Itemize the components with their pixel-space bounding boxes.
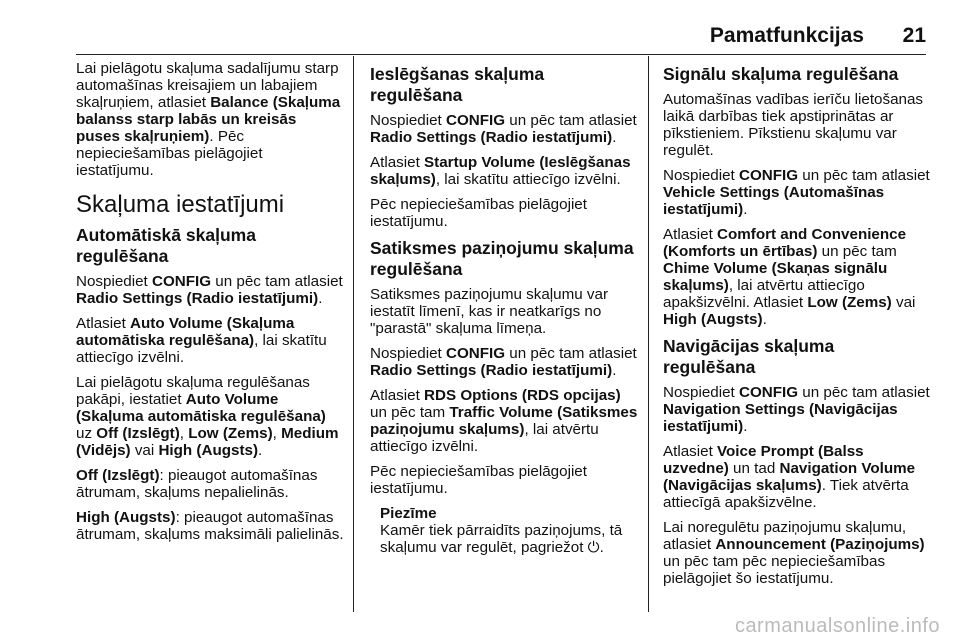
paragraph: Atlasiet Voice Prompt (Balss uzvedne) un tad Navigation Volume (Navigācijas skaļums). Tiek atvērta attiecīgā apakšizvēlne. [663,443,916,511]
subsection-heading: Signālu skaļuma regulēšana [663,64,899,84]
paragraph: Atlasiet RDS Options (RDS opcijas) un pēc tam Traffic Volume (Satiksmes paziņojumu skaļums), lai atvērtu attiecīgo izvēlni. [370,387,638,455]
column-divider [353,56,354,612]
paragraph: Nospiediet CONFIG un pēc tam atlasiet Radio Settings (Radio iestatījumi). [76,273,343,307]
paragraph: Off (Izslēgt): pieaugot automašīnas ātrumam, skaļums nepalielinās. [76,467,318,501]
paragraph: Nospiediet CONFIG un pēc tam atlasiet Navigation Settings (Navigācijas iestatījumi). [663,384,930,435]
paragraph: Nospiediet CONFIG un pēc tam atlasiet Vehicle Settings (Automašīnas iestatījumi). [663,167,930,218]
paragraph: Pēc nepieciešamības pielāgojiet iestatījumu. [370,463,587,497]
paragraph: Automašīnas vadības ierīču lietošanas laikā darbības tiek apstiprinātas ar pīkstieniem. Pīkstienu skaļumu var regulēt. [663,91,924,159]
paragraph: Lai pielāgotu skaļuma regulēšanas pakāpi, iestatiet Auto Volume (Skaļuma automātiska regulēšana) uz Off (Izslēgt), Low (Zems), Medium (Vidējs) vai High (Augsts). [76,374,339,459]
paragraph: Lai pielāgotu skaļuma sadalījumu starp automašīnas kreisajiem un labajiem skaļruņiem, atlasiet Balance (Skaļuma balanss starp labās un kreisās puses skaļruņiem). Pēc nepieciešamības pielāgojiet iestatījumu. [76,60,341,179]
header-rule [76,54,926,55]
paragraph: Atlasiet Auto Volume (Skaļuma automātiska regulēšana), lai skatītu attiecīgo izvēlni. [76,315,327,366]
column-2 [370,60,638,556]
paragraph: Atlasiet Startup Volume (Ieslēgšanas skaļums), lai skatītu attiecīgo izvēlni. [370,154,631,188]
paragraph: Lai noregulētu paziņojumu skaļumu, atlasiet Announcement (Paziņojums) un pēc tam pēc nepieciešamības pielāgojiet šo iestatījumu. [663,519,925,587]
subsection-heading: Automātiskā skaļuma regulēšana [76,225,256,266]
subsection-heading: Ieslēgšanas skaļuma regulēšana [370,64,545,105]
paragraph: Satiksmes paziņojumu skaļumu var iestatīt līmenī, kas ir neatkarīgs no "parastā" skaļuma līmeņa. [370,286,609,337]
note-text: Kamēr tiek pārraidīts paziņojums, tā skaļumu var regulēt, pagriežot ⏻. [380,522,623,556]
paragraph: Pēc nepieciešamības pielāgojiet iestatījumu. [370,196,587,230]
paragraph: Nospiediet CONFIG un pēc tam atlasiet Radio Settings (Radio iestatījumi). [370,112,637,146]
note-label: Piezīme [380,505,437,522]
paragraph: High (Augsts): pieaugot automašīnas ātrumam, skaļums maksimāli palielinās. [76,509,344,543]
watermark: carmanualsonline.info [734,615,940,637]
page-number: 21 [902,24,926,47]
subsection-heading: Satiksmes paziņojumu skaļuma regulēšana [370,238,634,279]
note-box [370,505,638,556]
column-3 [663,60,931,595]
section-heading: Skaļuma iestatījumi [76,191,285,218]
paragraph: Nospiediet CONFIG un pēc tam atlasiet Radio Settings (Radio iestatījumi). [370,345,637,379]
page-header [0,0,960,50]
subsection-heading: Navigācijas skaļuma regulēšana [663,336,835,377]
column-1 [76,60,344,551]
column-divider [648,56,649,612]
page-title: Pamatfunkcijas [709,24,864,47]
paragraph: Atlasiet Comfort and Convenience (Komforts un ērtības) un pēc tam Chime Volume (Skaņas signālu skaļums), lai atvērtu attiecīgo apakšizvēlni. Atlasiet Low (Zems) vai High (Augsts). [663,226,916,328]
